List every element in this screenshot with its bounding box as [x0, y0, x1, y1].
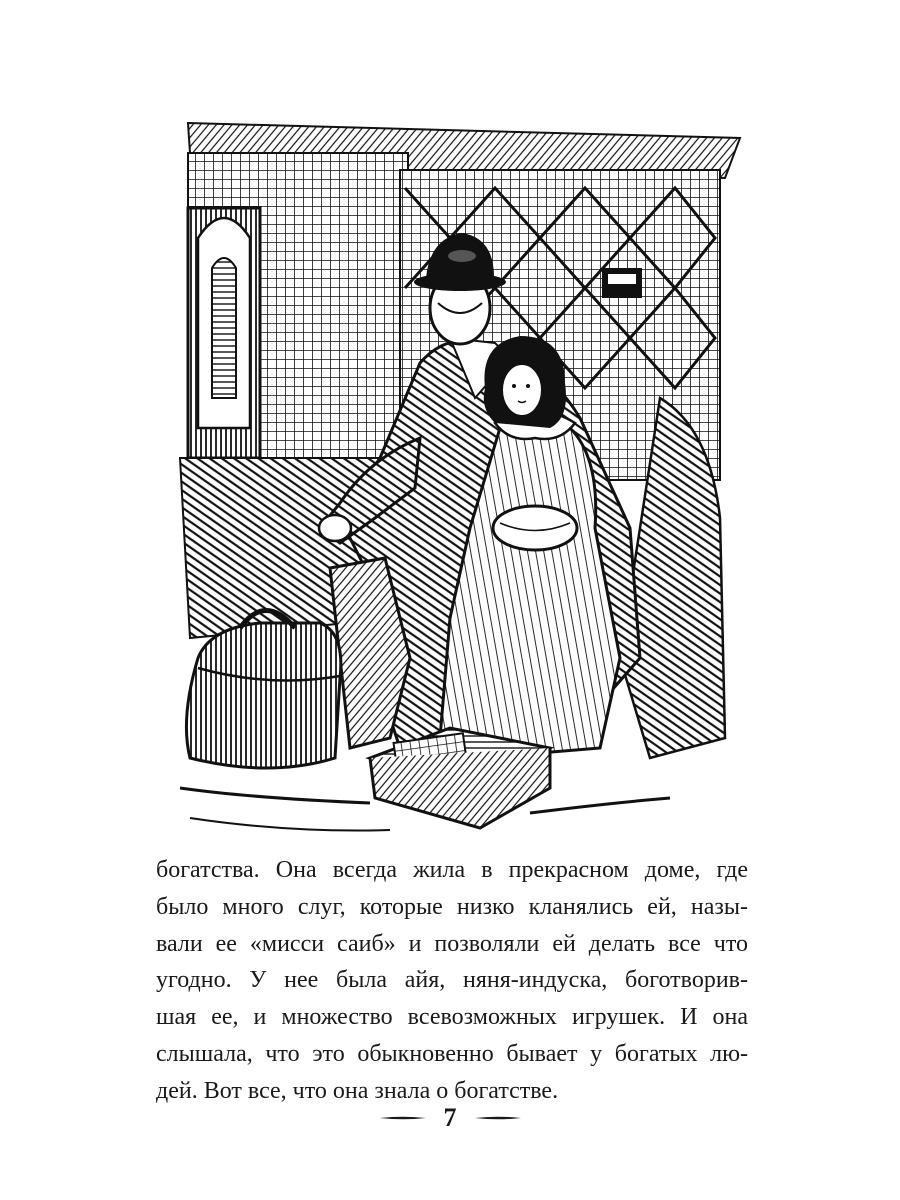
text-line: шая ее, и множество всевозможных игрушек. И она	[156, 1004, 748, 1031]
engraving-illustration-icon	[150, 98, 750, 838]
text-line: вали ее «мисси саиб» и позволяли ей делать все что	[156, 930, 748, 957]
right-dash-ornament-icon	[475, 1116, 521, 1120]
text-line: дей. Вот все, что она знала о богатстве.	[156, 1077, 559, 1104]
text-line: угодно. У нее была айя, няня-индуска, боготворив-	[156, 967, 748, 994]
page-number: 7	[443, 1103, 457, 1132]
body-text	[156, 852, 748, 1110]
left-dash-ornament-icon	[380, 1116, 426, 1120]
text-line: богатства. Она всегда жила в прекрасном доме, где	[156, 857, 748, 883]
page-footer	[0, 1098, 900, 1138]
text-line: слышала, что это обыкновенно бывает у богатых лю-	[156, 1040, 748, 1067]
illustration	[150, 98, 750, 838]
text-line: было много слуг, которые низко кланялись ей, назы-	[156, 893, 748, 920]
